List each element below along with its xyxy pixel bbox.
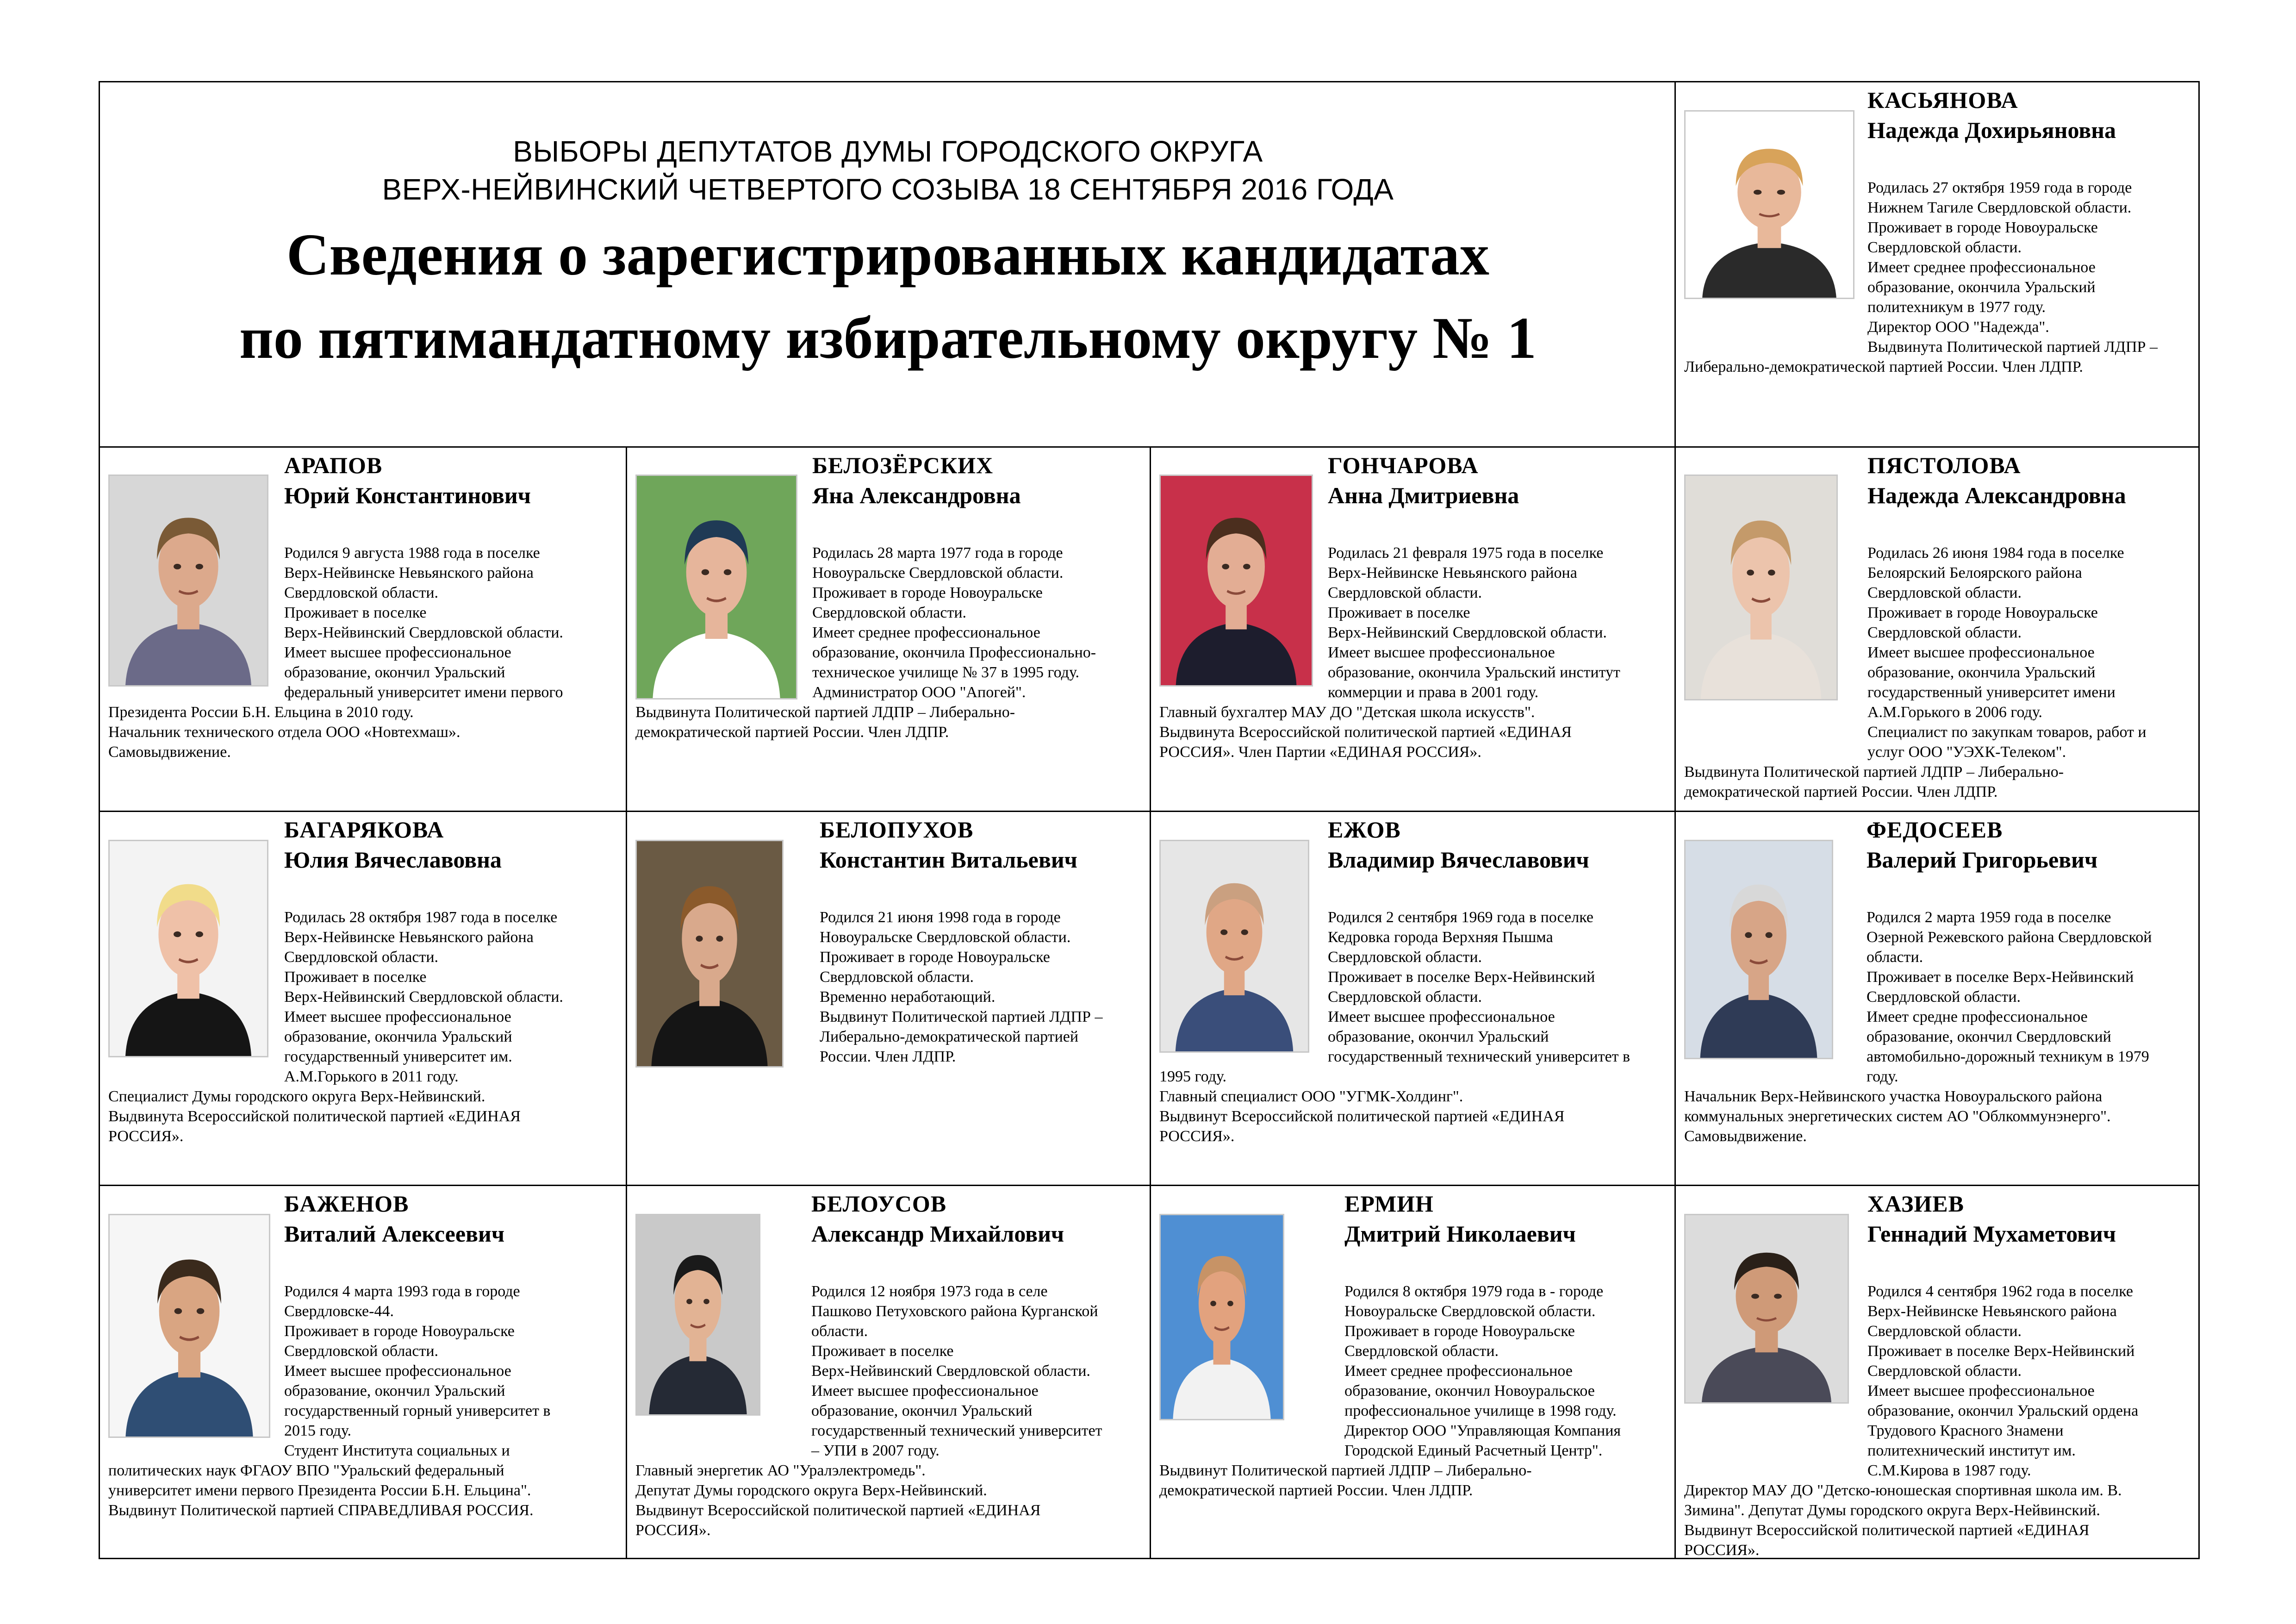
bio-line: Верх-Нейвинске Невьянского района [1867, 1303, 2117, 1320]
bio-line: Родился 2 марта 1959 года в поселке [1867, 909, 2111, 926]
bio-line: – УПИ в 2007 году. [811, 1442, 940, 1459]
candidate-bio [284, 1281, 550, 1461]
bio-line: Верх-Нейвинский Свердловской области. [284, 988, 563, 1006]
candidate-surname: АРАПОВ [284, 452, 383, 478]
bio-line: РОССИЯ». Член Партии «ЕДИНАЯ РОССИЯ». [1159, 743, 1481, 761]
bio-line: Проживает в городе Новоуральске [1867, 219, 2098, 236]
bio-line: Временно неработающий. [820, 988, 996, 1006]
candidate-card [1676, 812, 2198, 1185]
bio-line: образование, окончила Уральский [284, 1028, 512, 1045]
bio-line: Свердловской области. [1867, 584, 2022, 601]
bio-line: федеральный университет имени первого [284, 684, 563, 701]
candidate-given-name: Юрий Константинович [284, 482, 531, 508]
bio-line: Верх-Нейвинске Невьянского района [1328, 564, 1577, 581]
bio-line: техническое училище № 37 в 1995 году. [812, 664, 1080, 681]
bio-line: профессиональное училище в 1998 году. [1344, 1402, 1617, 1419]
bio-line: университет имени первого Президента России Б.Н. Ельцина". [108, 1482, 531, 1499]
bio-line: Проживает в городе Новоуральске [1344, 1323, 1575, 1340]
candidate-bio [812, 543, 1096, 702]
bio-line: Имеет высшее профессиональное [1328, 1008, 1555, 1025]
bio-line: Белоярский Белоярского района [1867, 564, 2082, 581]
bio-line: Городской Единый Расчетный Центр". [1344, 1442, 1603, 1459]
bio-line: Родился 4 сентября 1962 года в поселке [1867, 1283, 2133, 1300]
candidate-bio [811, 1281, 1102, 1461]
candidate-bio [1867, 907, 2152, 1087]
bio-line: Родился 8 октября 1979 года в - городе [1344, 1283, 1604, 1300]
candidate-given-name: Владимир Вячеславович [1328, 847, 1589, 873]
bio-line: Имеет среднее профессиональное [1867, 259, 2096, 276]
election-line-2: ВЕРХ-НЕЙВИНСКИЙ ЧЕТВЕРТОГО СОЗЫВА 18 СЕНТЯБРЯ 2016 ГОДА [382, 173, 1394, 206]
candidate-surname: БАЖЕНОВ [284, 1191, 409, 1217]
bio-line: Родилась 21 февраля 1975 года в поселке [1328, 544, 1604, 562]
candidate-bio [1867, 543, 2147, 762]
bio-line: политехникум в 1977 году. [1867, 299, 2046, 316]
bio-line: Свердловской области. [1328, 584, 1482, 601]
bio-line: Трудового Красного Знамени [1867, 1422, 2064, 1439]
bio-line: демократической партией России. Член ЛДПР. [635, 724, 949, 741]
bio-line: Свердловской области. [284, 949, 439, 966]
candidate-surname: ЕЖОВ [1328, 817, 1401, 843]
candidate-card [1676, 448, 2198, 811]
bio-line: Верх-Нейвинске Невьянского района [284, 564, 534, 581]
bio-line: Главный специалист ООО "УГМК-Холдинг". [1159, 1088, 1463, 1105]
bio-line: Зимина". Депутат Думы городского округа Верх-Нейвинский. [1684, 1502, 2100, 1519]
bio-line: Верх-Нейвинский Свердловской области. [284, 624, 563, 641]
bio-line: Проживает в поселке Верх-Нейвинский [1867, 968, 2134, 986]
bio-line: Свердловской области. [1328, 949, 1482, 966]
election-line-1: ВЫБОРЫ ДЕПУТАТОВ ДУМЫ ГОРОДСКОГО ОКРУГА [513, 135, 1263, 168]
bio-line: Самовыдвижение. [1684, 1128, 1807, 1145]
bio-line: Озерной Режевского района Свердловской [1867, 929, 2152, 946]
candidate-bio-continued [1684, 762, 2064, 802]
candidate-photo [635, 1214, 760, 1416]
bio-line: образование, окончила Уральский [1867, 664, 2096, 681]
bio-line: Свердловской области. [812, 604, 967, 621]
bio-line: Проживает в поселке [284, 968, 427, 986]
candidate-bio-continued [108, 702, 460, 762]
bio-line: Студент Института социальных и [284, 1442, 510, 1459]
candidate-photo [635, 475, 797, 700]
bio-line: Имеет высшее профессиональное [284, 1008, 511, 1025]
bio-line: Свердловской области. [284, 584, 439, 601]
bio-line: образование, окончил Уральский [811, 1402, 1033, 1419]
candidate-card [627, 448, 1150, 811]
candidate-photo [1159, 475, 1313, 687]
bio-line: Свердловске-44. [284, 1303, 394, 1320]
bio-line: Главный бухгалтер МАУ ДО "Детская школа искусств". [1159, 704, 1535, 721]
candidate-bio [820, 907, 1102, 1067]
bio-line: образование, окончил Уральский [284, 664, 505, 681]
candidate-given-name: Виталий Алексеевич [284, 1221, 505, 1247]
bio-line: Имеет среднее профессиональное [1344, 1362, 1573, 1380]
bio-line: Имеет высшее профессиональное [1867, 1382, 2095, 1399]
candidate-bio-continued [1159, 702, 1572, 762]
bio-line: Свердловской области. [1344, 1343, 1499, 1360]
bio-line: Свердловской области. [1867, 988, 2021, 1006]
candidate-surname: ПЯСТОЛОВА [1867, 452, 2021, 478]
page-title-line-2: по пятимандатному избирательному округу № 1 [239, 305, 1537, 371]
bio-line: Родилась 26 июня 1984 года в поселке [1867, 544, 2124, 562]
bio-line: Имеет высшее профессиональное [284, 644, 511, 661]
candidate-photo [108, 475, 268, 687]
bio-line: Директор МАУ ДО "Детско-юношеская спортивная школа им. В. [1684, 1482, 2122, 1499]
candidate-given-name: Надежда Дохирьяновна [1867, 117, 2116, 143]
bio-line: Выдвинута Всероссийской политической партией «ЕДИНАЯ [108, 1108, 521, 1125]
bio-line: области. [1867, 949, 1923, 966]
bio-line: 1995 году. [1159, 1068, 1227, 1085]
candidate-surname: БАГАРЯКОВА [284, 817, 444, 843]
bio-line: Проживает в городе Новоуральске [1867, 604, 2098, 621]
candidate-given-name: Геннадий Мухаметович [1867, 1221, 2116, 1247]
candidate-given-name: Надежда Александровна [1867, 482, 2126, 508]
candidate-card [1676, 82, 2198, 446]
bio-line: Имеет высшее профессиональное [1328, 644, 1555, 661]
candidate-photo [1684, 475, 1838, 700]
candidate-bio [1328, 907, 1630, 1067]
candidate-bio [1328, 543, 1620, 702]
candidate-bio [284, 907, 563, 1087]
page-title: Сведения о зарегистрированных кандидатах [286, 222, 1489, 287]
bio-line: образование, окончил Свердловский [1867, 1028, 2111, 1045]
candidate-bio-continued [635, 702, 1015, 742]
bio-line: Выдвинута Политической партией ЛДПР – Либерально- [1684, 763, 2064, 781]
bio-line: Свердловской области. [1867, 624, 2022, 641]
bio-line: А.М.Горького в 2006 году. [1867, 704, 2042, 721]
bio-line: Имеет средне профессиональное [1867, 1008, 2088, 1025]
bio-line: Свердловской области. [284, 1343, 439, 1360]
candidate-photo [108, 1214, 270, 1438]
bio-line: Проживает в городе Новоуральске [812, 584, 1043, 601]
candidate-card [100, 812, 626, 1185]
bio-line: автомобильно-дорожный техникум в 1979 [1867, 1048, 2149, 1065]
bio-line: демократической партией России. Член ЛДПР. [1684, 783, 1998, 800]
bio-line: Проживает в поселке [1328, 604, 1470, 621]
bio-line: политических наук ФГАОУ ВПО "Уральский федеральный [108, 1462, 504, 1479]
candidate-given-name: Валерий Григорьевич [1867, 847, 2098, 873]
bio-line: Начальник технического отдела ООО «Новтехмаш». [108, 724, 460, 741]
candidate-bio-continued [1684, 1480, 2122, 1560]
bio-line: Верх-Нейвинске Невьянского района [284, 929, 534, 946]
sheet-header [100, 82, 1676, 447]
candidate-card [627, 812, 1150, 1185]
candidate-bio-continued [1159, 1067, 1564, 1146]
bio-line: РОССИЯ». [1684, 1542, 1760, 1559]
bio-line: образование, окончила Уральский институт [1328, 664, 1620, 681]
candidate-surname: БЕЛОЗЁРСКИХ [812, 452, 994, 478]
candidate-bio [1344, 1281, 1621, 1461]
bio-line: РОССИЯ». [1159, 1128, 1235, 1145]
candidate-given-name: Александр Михайлович [811, 1221, 1064, 1247]
candidate-surname: БЕЛОПУХОВ [820, 817, 974, 843]
bio-line: Нижнем Тагиле Свердловской области. [1867, 199, 2132, 216]
bio-line: Начальник Верх-Нейвинского участка Новоуральского района [1684, 1088, 2103, 1105]
bio-line: Родился 12 ноября 1973 года в селе [811, 1283, 1048, 1300]
candidate-photo [108, 840, 268, 1057]
candidate-bio [1867, 178, 2158, 357]
bio-line: А.М.Горького в 2011 году. [284, 1068, 459, 1085]
bio-line: государственный технический университет в [1328, 1048, 1630, 1065]
bio-line: Проживает в городе Новоуральске [820, 949, 1050, 966]
bio-line: РОССИЯ». [108, 1128, 184, 1145]
candidate-card [100, 448, 626, 811]
candidate-bio [284, 543, 563, 702]
bio-line: Новоуральске Свердловской области. [812, 564, 1064, 581]
bio-line: Выдвинута Политической партией ЛДПР – [1867, 338, 2158, 356]
bio-line: Самовыдвижение. [108, 743, 231, 761]
bio-line: году. [1867, 1068, 1898, 1085]
candidate-bio-continued [108, 1087, 521, 1146]
bio-line: Имеет высшее профессиональное [284, 1362, 511, 1380]
candidate-card [1151, 812, 1674, 1185]
bio-line: Директор ООО "Надежда". [1867, 319, 2049, 336]
candidate-photo [1684, 110, 1854, 299]
bio-line: образование, окончила Уральский [1867, 279, 2096, 296]
bio-line: демократической партией России. Член ЛДПР. [1159, 1482, 1473, 1499]
candidate-card [1151, 448, 1674, 811]
bio-line: Имеет высшее профессиональное [1867, 644, 2095, 661]
candidate-surname: ХАЗИЕВ [1867, 1191, 1964, 1217]
bio-line: области. [811, 1323, 868, 1340]
bio-line: государственный горный университет в [284, 1402, 551, 1419]
bio-line: Выдвинут Всероссийской политической партией «ЕДИНАЯ [1159, 1108, 1565, 1125]
bio-line: политехнический институт им. [1867, 1442, 2076, 1459]
bio-line: Имеет среднее профессиональное [812, 624, 1040, 641]
bio-line: Родилась 28 октября 1987 года в поселке [284, 909, 558, 926]
bio-line: Либерально-демократической партией [820, 1028, 1079, 1045]
candidate-surname: ЕРМИН [1344, 1191, 1434, 1217]
bio-line: образование, окончил Уральский [1328, 1028, 1549, 1045]
bio-line: образование, окончил Уральский ордена [1867, 1402, 2139, 1419]
bio-line: Директор ООО "Управляющая Компания [1344, 1422, 1621, 1439]
bio-line: Свердловской области. [1328, 988, 1482, 1006]
bio-line: Имеет высшее профессиональное [811, 1382, 1039, 1399]
bio-line: Проживает в поселке [811, 1343, 954, 1360]
candidate-bio-continued [1159, 1461, 1532, 1500]
bio-line: Верх-Нейвинский Свердловской области. [811, 1362, 1090, 1380]
bio-line: Свердловской области. [1867, 239, 2022, 256]
candidate-photo [1159, 840, 1309, 1053]
bio-line: коммунальных энергетических систем АО "Облкоммунэнерго". [1684, 1108, 2111, 1125]
candidate-photo [1684, 1214, 1849, 1404]
bio-line: Депутат Думы городского округа Верх-Нейвинский. [635, 1482, 987, 1499]
bio-line: государственный университет им. [284, 1048, 512, 1065]
bio-line: С.М.Кирова в 1987 году. [1867, 1462, 2031, 1479]
candidate-bio [1867, 1281, 2138, 1480]
candidate-surname: БЕЛОУСОВ [811, 1191, 947, 1217]
candidate-given-name: Константин Витальевич [820, 847, 1077, 873]
bio-line: Свердловской области. [1867, 1362, 2022, 1380]
bio-line: Выдвинута Всероссийской политической партией «ЕДИНАЯ [1159, 724, 1572, 741]
candidate-photo [1159, 1214, 1284, 1420]
candidate-given-name: Юлия Вячеславовна [284, 847, 502, 873]
candidate-bio-continued [1684, 357, 2083, 377]
bio-line: Верх-Нейвинский Свердловской области. [1328, 624, 1607, 641]
bio-line: образование, окончил Уральский [284, 1382, 505, 1399]
bio-line: Выдвинут Политической партией ЛДПР – Либерально- [1159, 1462, 1532, 1479]
candidate-bio-continued [1684, 1087, 2110, 1146]
bio-line: образование, окончила Профессионально- [812, 644, 1096, 661]
bio-line: Администратор ООО "Апогей". [812, 684, 1026, 701]
candidate-photo [1684, 840, 1833, 1059]
bio-line: 2015 году. [284, 1422, 352, 1439]
bio-line: Проживает в городе Новоуральске [284, 1323, 515, 1340]
bio-line: Специалист по закупкам товаров, работ и [1867, 724, 2147, 741]
bio-line: Проживает в поселке Верх-Нейвинский [1328, 968, 1595, 986]
candidate-sheet [99, 81, 2200, 1559]
bio-line: Главный энергетик АО "Уралэлектромедь". [635, 1462, 926, 1479]
candidate-surname: ГОНЧАРОВА [1328, 452, 1479, 478]
bio-line: Родилась 27 октября 1959 года в городе [1867, 179, 2132, 196]
bio-line: Выдвинут Политической партией СПРАВЕДЛИВАЯ РОССИЯ. [108, 1502, 534, 1519]
bio-line: России. Член ЛДПР. [820, 1048, 956, 1065]
bio-line: Проживает в поселке [284, 604, 427, 621]
bio-line: Новоуральске Свердловской области. [820, 929, 1071, 946]
bio-line: государственный технический университет [811, 1422, 1102, 1439]
candidate-card [100, 1186, 626, 1558]
candidate-photo [635, 840, 784, 1068]
bio-line: Родился 2 сентября 1969 года в поселке [1328, 909, 1593, 926]
candidate-bio-continued [108, 1461, 533, 1520]
bio-line: Родился 21 июня 1998 года в городе [820, 909, 1061, 926]
bio-line: Свердловской области. [820, 968, 974, 986]
bio-line: услуг ООО "УЭХК-Телеком". [1867, 743, 2066, 761]
bio-line: коммерции и права в 2001 году. [1328, 684, 1539, 701]
candidate-bio-continued [635, 1461, 1040, 1540]
bio-line: Либерально-демократической партией России. Член ЛДПР. [1684, 358, 2083, 375]
bio-line: Выдвинут Всероссийской политической партией «ЕДИНАЯ [1684, 1522, 2090, 1539]
bio-line: Родилась 28 марта 1977 года в городе [812, 544, 1063, 562]
bio-line: Новоуральске Свердловской области. [1344, 1303, 1596, 1320]
candidate-given-name: Анна Дмитриевна [1328, 482, 1519, 508]
candidate-surname: КАСЬЯНОВА [1867, 87, 2018, 113]
bio-line: Специалист Думы городского округа Верх-Нейвинский. [108, 1088, 485, 1105]
bio-line: Проживает в поселке Верх-Нейвинский [1867, 1343, 2135, 1360]
bio-line: Выдвинута Политической партией ЛДПР – Либерально- [635, 704, 1015, 721]
candidate-given-name: Дмитрий Николаевич [1344, 1221, 1576, 1247]
bio-line: Выдвинут Всероссийской политической партией «ЕДИНАЯ [635, 1502, 1041, 1519]
bio-line: Кедровка города Верхняя Пышма [1328, 929, 1553, 946]
bio-line: образование, окончил Новоуральское [1344, 1382, 1595, 1399]
bio-line: РОССИЯ». [635, 1522, 711, 1539]
candidate-given-name: Яна Александровна [812, 482, 1021, 508]
bio-line: Родился 9 августа 1988 года в поселке [284, 544, 540, 562]
bio-line: Родился 4 марта 1993 года в городе [284, 1283, 520, 1300]
candidate-card [627, 1186, 1150, 1558]
candidate-card [1151, 1186, 1674, 1558]
candidate-surname: ФЕДОСЕЕВ [1867, 817, 2003, 843]
bio-line: государственный университет имени [1867, 684, 2116, 701]
bio-line: Президента России Б.Н. Ельцина в 2010 году. [108, 704, 414, 721]
bio-line: Свердловской области. [1867, 1323, 2022, 1340]
candidate-card [1676, 1186, 2198, 1558]
bio-line: Выдвинут Политической партией ЛДПР – [820, 1008, 1103, 1025]
bio-line: Пашково Петуховского района Курганской [811, 1303, 1098, 1320]
